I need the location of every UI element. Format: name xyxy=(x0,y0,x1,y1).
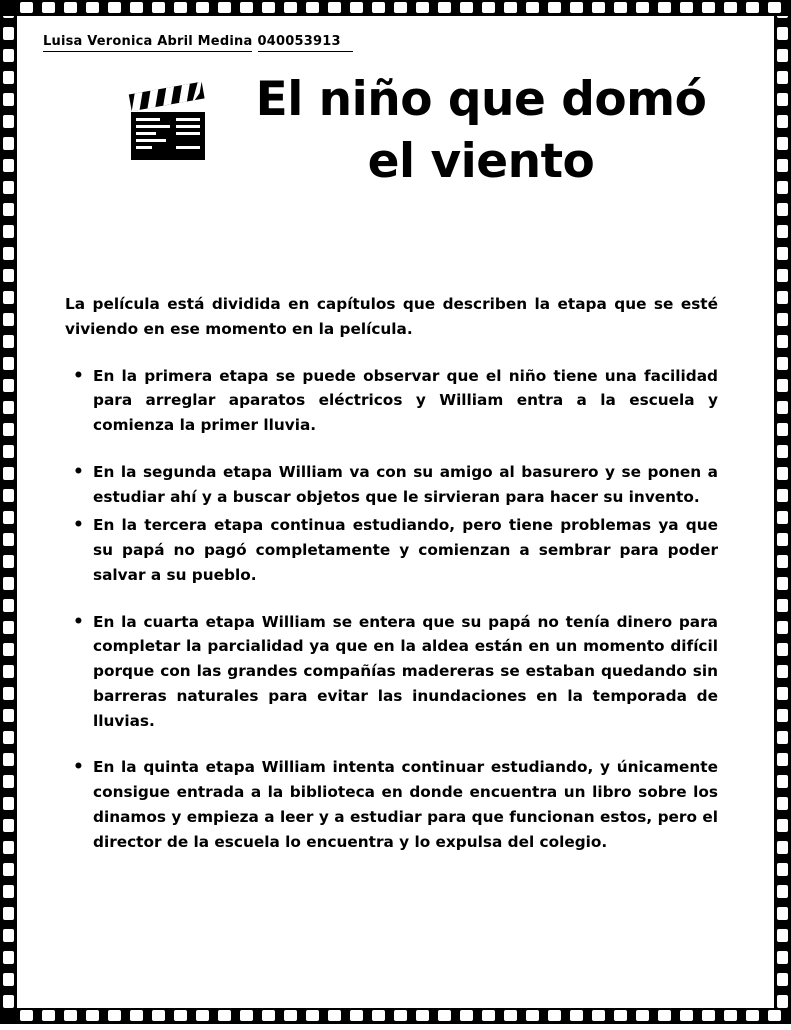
film-perforation xyxy=(777,401,788,414)
film-perforation xyxy=(218,2,231,13)
film-perforation xyxy=(702,1010,715,1021)
film-perforation xyxy=(3,313,14,326)
film-perforation xyxy=(20,1010,33,1021)
film-perforation xyxy=(3,247,14,260)
film-perforation xyxy=(218,1010,231,1021)
film-perforation xyxy=(548,1010,561,1021)
film-perforation xyxy=(108,1010,121,1021)
film-perforation xyxy=(504,2,517,13)
film-perforation xyxy=(777,357,788,370)
film-perforation xyxy=(702,2,715,13)
film-perforation xyxy=(777,863,788,876)
film-perforation xyxy=(108,2,121,13)
film-perforation xyxy=(777,467,788,480)
film-perforation xyxy=(3,357,14,370)
film-perforation xyxy=(3,753,14,766)
film-perforation xyxy=(768,1010,781,1021)
film-perforation xyxy=(777,665,788,678)
film-perforation xyxy=(777,225,788,238)
film-perforation xyxy=(350,1010,363,1021)
film-perforation xyxy=(746,1010,759,1021)
film-perforation xyxy=(3,401,14,414)
film-perforation xyxy=(746,2,759,13)
film-perforation xyxy=(438,2,451,13)
film-perforation xyxy=(306,2,319,13)
film-perforation xyxy=(3,885,14,898)
film-perforation xyxy=(592,1010,605,1021)
film-perforation xyxy=(3,797,14,810)
film-perforation xyxy=(3,687,14,700)
film-perforation xyxy=(777,71,788,84)
film-perforation xyxy=(777,269,788,282)
film-perforation xyxy=(777,533,788,546)
film-perforation xyxy=(328,2,341,13)
film-perforation xyxy=(680,2,693,13)
film-perforation xyxy=(777,995,788,1008)
film-perforation xyxy=(614,2,627,13)
film-perforation xyxy=(42,1010,55,1021)
film-perforation xyxy=(460,1010,473,1021)
student-id: 040053913 xyxy=(258,34,353,52)
film-perforation xyxy=(284,1010,297,1021)
film-perforation xyxy=(3,929,14,942)
film-perforation xyxy=(3,643,14,656)
film-perforation xyxy=(3,621,14,634)
film-perforation xyxy=(570,1010,583,1021)
film-perforation xyxy=(240,1010,253,1021)
film-perforation xyxy=(777,313,788,326)
student-name: Luisa Veronica Abril Medina xyxy=(43,34,252,52)
film-perforation xyxy=(3,511,14,524)
film-perforation xyxy=(777,731,788,744)
film-perforation xyxy=(680,1010,693,1021)
film-perforation xyxy=(724,1010,737,1021)
film-perforation xyxy=(777,335,788,348)
film-perforation xyxy=(777,159,788,172)
film-perforation xyxy=(350,2,363,13)
film-perforation xyxy=(284,2,297,13)
film-perforation xyxy=(777,687,788,700)
film-perforation xyxy=(482,1010,495,1021)
list-item: • En la primera etapa se puede observar que el niño tiene una facilidad para arreglar aparatos eléctricos y William entra a la escuela y comienza la primer lluvia. xyxy=(65,364,718,438)
film-perforation xyxy=(3,115,14,128)
film-perforation xyxy=(3,335,14,348)
film-perforation xyxy=(86,1010,99,1021)
film-perforation xyxy=(3,841,14,854)
film-perforation xyxy=(592,2,605,13)
film-perforation xyxy=(262,2,275,13)
film-perforation xyxy=(777,599,788,612)
film-perforation xyxy=(174,2,187,13)
title-area xyxy=(43,72,732,246)
film-perforation xyxy=(86,2,99,13)
film-perforation xyxy=(3,269,14,282)
film-perforation xyxy=(394,1010,407,1021)
film-perforation xyxy=(777,511,788,524)
film-perforation xyxy=(658,2,671,13)
film-perforation xyxy=(636,1010,649,1021)
film-perforation xyxy=(3,731,14,744)
film-perforation xyxy=(777,709,788,722)
film-perforation xyxy=(152,2,165,13)
film-perforation xyxy=(262,1010,275,1021)
film-perforation xyxy=(3,907,14,920)
film-perforation xyxy=(3,665,14,678)
film-perforation xyxy=(777,203,788,216)
film-perforation xyxy=(777,929,788,942)
list-item: • En la quinta etapa William intenta continuar estudiando, y únicamente consigue entrada a la biblioteca en donde encuentra un libro sobre los dinamos y empieza a leer y a estudiar para que funcionan estos, pero el director de la escuela lo encuentra y lo expulsa del colegio. xyxy=(65,755,718,854)
film-perforation xyxy=(526,1010,539,1021)
film-perforation xyxy=(64,2,77,13)
film-perforation xyxy=(152,1010,165,1021)
film-perforation xyxy=(777,49,788,62)
film-perforation xyxy=(3,445,14,458)
film-perforation xyxy=(3,489,14,502)
film-perforation xyxy=(777,797,788,810)
film-perforation xyxy=(777,291,788,304)
film-perforation xyxy=(3,423,14,436)
film-perforation xyxy=(614,1010,627,1021)
film-perforation xyxy=(3,137,14,150)
film-perforation xyxy=(570,2,583,13)
film-perforation xyxy=(130,2,143,13)
film-perforation xyxy=(777,93,788,106)
film-perforation xyxy=(3,71,14,84)
film-perforation xyxy=(504,1010,517,1021)
film-perforation xyxy=(196,1010,209,1021)
film-perforation xyxy=(3,379,14,392)
film-perforation xyxy=(3,533,14,546)
film-perforation xyxy=(3,203,14,216)
film-perforation xyxy=(3,709,14,722)
film-perforation xyxy=(777,753,788,766)
film-perforation xyxy=(3,599,14,612)
list-item: • En la tercera etapa continua estudiando, pero tiene problemas ya que su papá no pagó completamente y comienzan a sembrar para poder salvar a su pueblo. xyxy=(65,513,718,587)
intro-paragraph: La película está dividida en capítulos que describen la etapa que se esté viviendo en ese momento en la película. xyxy=(65,295,718,338)
film-perforation xyxy=(777,885,788,898)
film-perforation xyxy=(777,841,788,854)
film-perforation xyxy=(174,1010,187,1021)
film-perforation xyxy=(768,2,781,13)
film-perforation xyxy=(482,2,495,13)
film-perforation xyxy=(64,1010,77,1021)
film-perforation xyxy=(3,27,14,40)
film-perforation xyxy=(416,1010,429,1021)
film-perforation xyxy=(777,907,788,920)
film-perforation xyxy=(394,2,407,13)
stages-list xyxy=(65,364,718,855)
film-perforation xyxy=(3,775,14,788)
film-perforation xyxy=(777,577,788,590)
film-perforation xyxy=(130,1010,143,1021)
film-perforation xyxy=(777,951,788,964)
film-perforation xyxy=(372,2,385,13)
list-item: • En la cuarta etapa William se entera que su papá no tenía dinero para completar la parcialidad ya que en la aldea están en un momento difícil porque con las grandes compañías madereras se estaban quedando sin barreras naturales para evitar las inundaciones en la temporada de lluvias. xyxy=(65,610,718,734)
film-perforation xyxy=(777,445,788,458)
film-perforation xyxy=(777,115,788,128)
film-perforation xyxy=(777,973,788,986)
film-perforation xyxy=(3,49,14,62)
list-item: • En la segunda etapa William va con su amigo al basurero y se ponen a estudiar ahí y a buscar objetos que le sirvieran para hacer su invento. xyxy=(65,460,718,510)
title-line-1: El niño que domó xyxy=(255,72,707,127)
film-perforation xyxy=(3,995,14,1008)
film-strip-top xyxy=(0,0,791,16)
film-perforation xyxy=(416,2,429,13)
document-page xyxy=(17,16,774,1008)
film-perforation xyxy=(777,137,788,150)
film-perforation xyxy=(777,181,788,194)
film-perforation xyxy=(306,1010,319,1021)
film-perforation xyxy=(20,2,33,13)
film-perforation xyxy=(3,951,14,964)
film-perforation xyxy=(3,93,14,106)
film-perforation xyxy=(777,775,788,788)
film-perforation xyxy=(3,225,14,238)
student-header xyxy=(43,30,732,58)
film-perforation xyxy=(42,2,55,13)
film-perforation xyxy=(3,467,14,480)
film-perforation xyxy=(3,973,14,986)
film-perforation xyxy=(526,2,539,13)
film-perforation xyxy=(460,2,473,13)
film-perforation xyxy=(196,2,209,13)
film-perforation xyxy=(777,247,788,260)
film-perforation xyxy=(777,489,788,502)
film-perforation xyxy=(777,27,788,40)
clapperboard-icon xyxy=(121,82,213,166)
film-perforation xyxy=(3,577,14,590)
film-perforation xyxy=(3,291,14,304)
film-perforation xyxy=(777,819,788,832)
film-perforation xyxy=(372,1010,385,1021)
film-perforation xyxy=(777,643,788,656)
film-perforation xyxy=(3,555,14,568)
film-perforation xyxy=(3,863,14,876)
film-strip-bottom xyxy=(0,1008,791,1024)
film-perforation xyxy=(548,2,561,13)
film-perforation xyxy=(3,819,14,832)
film-perforation xyxy=(438,1010,451,1021)
film-perforation xyxy=(777,379,788,392)
film-perforation xyxy=(658,1010,671,1021)
film-perforation xyxy=(777,555,788,568)
film-strip-right xyxy=(774,0,791,1024)
film-perforation xyxy=(724,2,737,13)
film-perforation xyxy=(636,2,649,13)
film-strip-left xyxy=(0,0,17,1024)
film-perforation xyxy=(328,1010,341,1021)
film-perforation xyxy=(3,159,14,172)
title-line-2: el viento xyxy=(367,133,595,189)
film-perforation xyxy=(777,423,788,436)
film-perforation xyxy=(777,621,788,634)
page-title xyxy=(221,72,741,189)
film-perforation xyxy=(3,181,14,194)
film-perforation xyxy=(240,2,253,13)
